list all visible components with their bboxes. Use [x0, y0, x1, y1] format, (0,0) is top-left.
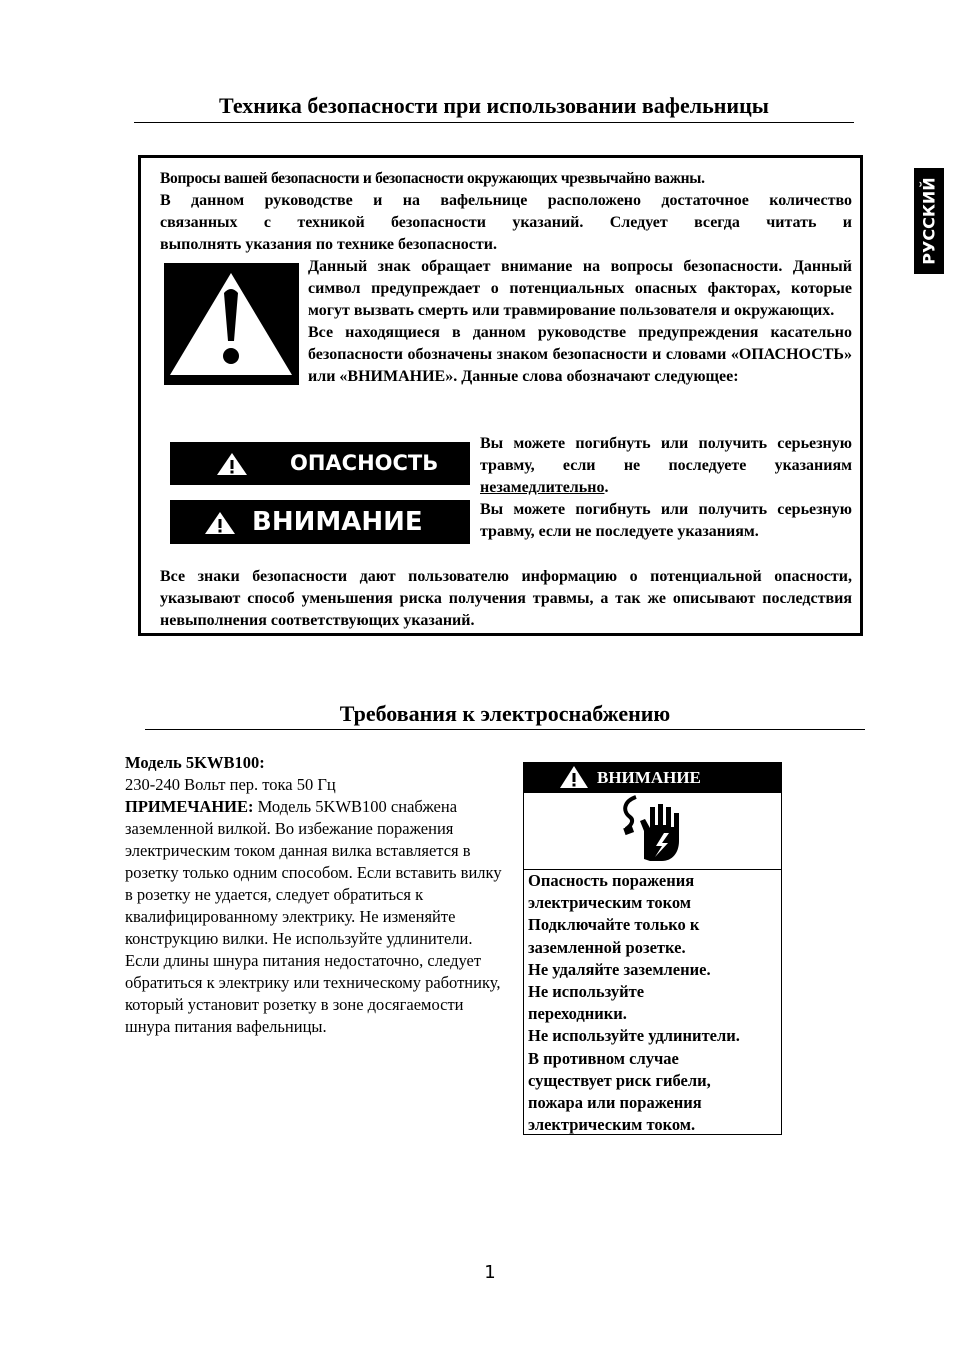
- safety-intro-line: связанных с техникой безопасности указаний. Следует всегда читать и: [160, 214, 852, 231]
- symbol-meaning-text: Данный знак обращает внимание на вопросы безопасности. Данный символ предупреждает о потенциальных опасных факторах, которые могут вызвать смерть или травмирование пользователя и окружающих.: [308, 258, 852, 319]
- warning-line: пожара или поражения: [528, 1093, 702, 1113]
- warning-line: переходники.: [528, 1004, 627, 1024]
- electrical-shock-hazard-icon: [620, 795, 690, 867]
- warning-line: В противном случае: [528, 1048, 679, 1068]
- safety-alert-symbol: [164, 263, 299, 385]
- warning-line: электрическим током.: [528, 1115, 696, 1135]
- section-divider: [145, 729, 865, 730]
- danger-label: ОПАСНОСТЬ: [290, 451, 439, 475]
- warning-line: заземленной розетке.: [528, 937, 686, 957]
- warning-line: Не используйте: [528, 982, 645, 1002]
- danger-text: Вы можете погибнуть или получить серьезную травму, если не последуете указаниям: [480, 435, 852, 474]
- warning-line: Опасность поражения: [528, 871, 695, 890]
- safety-intro-heading: Вопросы вашей безопасности и безопасности окружающих чрезвычайно важны.: [160, 170, 705, 187]
- danger-text-end: .: [604, 479, 609, 496]
- section-title: Требования к электроснабжению: [339, 701, 671, 726]
- voltage-spec: 230-240 Вольт пер. тока 50 Гц: [125, 775, 336, 794]
- danger-description: [480, 433, 852, 499]
- signal-words-text: Все находящиеся в данном руководстве предупреждения касательно безопасности обозначены знаком безопасности и словами «ОПАСНОСТЬ» или «ВНИМАНИЕ». Данные слова обозначают следующее:: [308, 324, 852, 385]
- safety-footer-text: Все знаки безопасности дают пользователю информацию о потенциальной опасности, указывают способ уменьшения риска получения травмы, а так же описывают последствия невыполнения соответствующих указаний.: [160, 568, 852, 629]
- electrical-requirements-text: [125, 752, 510, 1038]
- language-tab: [914, 168, 944, 274]
- page-title: Техника безопасности при использовании вафельницы: [219, 93, 769, 118]
- safety-symbol-description: [308, 256, 852, 388]
- warning-description: Вы можете погибнуть или получить серьезную травму, если не последуете указаниям.: [480, 501, 852, 540]
- warning-triangle-icon: [559, 765, 589, 789]
- note-text: Модель 5KWB100 снабжена заземленной вилкой. Во избежание поражения электрическим током данная вилка вставляется в розетку только одним способом. Если вставить вилку в розетку не удается, следует обратиться к квалифицированному электрику. Не изменяйте конструкцию вилки. Не используйте удлинители. Если длины шнура питания недостаточно, следует обратиться к электрику или техническому работнику, который установит розетку в зоне досягаемости шнура питания вафельницы.: [125, 797, 502, 1036]
- warning-banner: [170, 500, 470, 544]
- danger-banner: [170, 442, 470, 485]
- warning-triangle-icon: [216, 452, 248, 476]
- warning-card-label: ВНИМАНИЕ: [597, 768, 701, 787]
- warning-line: электрическим током: [528, 893, 692, 913]
- warning-label: ВНИМАНИЕ: [252, 507, 423, 537]
- note-paragraph: [125, 796, 510, 1038]
- safety-intro-line: В данном руководстве и на вафельнице расположено достаточное количество: [160, 192, 852, 209]
- warning-card-text: [528, 870, 780, 1136]
- language-tab-label: РУССКИЙ: [919, 177, 939, 265]
- model-label: Модель 5KWB100:: [125, 753, 265, 772]
- warning-line: Не используйте удлинители.: [528, 1026, 740, 1046]
- safety-intro-line: выполнять указания по технике безопасности.: [160, 236, 497, 253]
- title-divider: [134, 122, 854, 123]
- warning-triangle-icon: [204, 511, 236, 535]
- note-label: ПРИМЕЧАНИЕ:: [125, 797, 254, 816]
- danger-text-emphasis: незамедлительно: [480, 479, 605, 496]
- warning-line: Не удаляйте заземление.: [528, 959, 711, 979]
- page-number: 1: [484, 1262, 496, 1283]
- warning-line: Подключайте только к: [528, 915, 700, 935]
- warning-card-header: [523, 762, 782, 793]
- warning-line: существует риск гибели,: [528, 1070, 711, 1090]
- warning-triangle-icon: [164, 263, 299, 385]
